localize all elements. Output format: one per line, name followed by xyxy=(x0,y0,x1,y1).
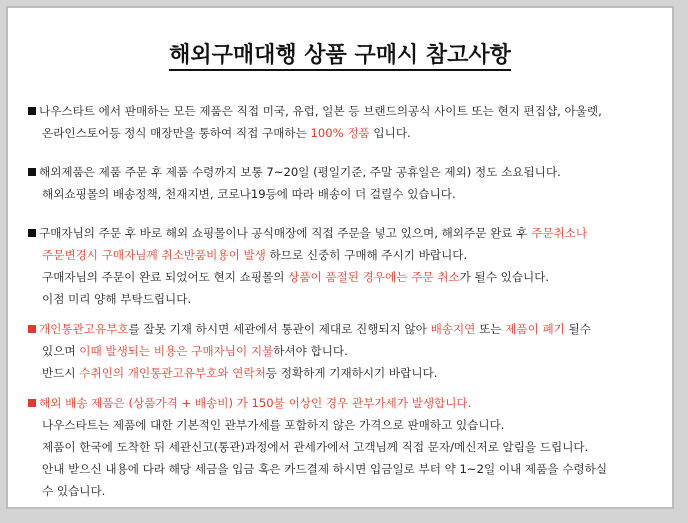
body-text: 이점 미리 양해 부탁드립니다. xyxy=(42,292,192,306)
body-text: 수 있습니다. xyxy=(42,484,106,498)
highlight-text: 해외 배송 제품은 (상품가격 + 배송비) 가 150불 이상인 경우 관부가세가 발생합니다. xyxy=(39,396,472,410)
highlight-text: 주문취소나 xyxy=(531,226,588,240)
body-text: 또는 xyxy=(475,322,506,336)
section-authenticity xyxy=(28,100,658,144)
highlight-text: 이때 발생되는 비용은 구매자님이 지불 xyxy=(79,344,274,358)
notice-line xyxy=(28,100,658,122)
body-text: 하셔야 합니다. xyxy=(273,344,348,358)
bullet-square-icon xyxy=(28,168,36,176)
body-text: 온라인스토어등 정식 매장만을 통하여 직접 구매하는 xyxy=(42,126,311,140)
body-text: 될수 xyxy=(564,322,591,336)
highlight-text: 100% 정품 xyxy=(310,126,370,140)
body-text: 해외쇼핑몰의 배송정책, 천재지변, 코로나19등에 따라 배송이 더 걸릴수 있습니다. xyxy=(42,187,456,201)
notice-line xyxy=(28,340,658,362)
notice-line xyxy=(28,480,658,502)
body-text: 하므로 신중히 구매해 주시기 바랍니다. xyxy=(265,248,468,262)
notice-line xyxy=(28,362,658,384)
notice-line xyxy=(28,244,658,266)
section-delivery-time xyxy=(28,161,658,205)
body-text: 해외제품은 제품 주문 후 제품 수령까지 보통 7~20일 (평일기준, 주말 공휴일은 제외) 정도 소요됩니다. xyxy=(39,165,561,179)
body-text: 나우스타트는 제품에 대한 기본적인 관부가세를 포함하지 않은 가격으로 판매하고 있습니다. xyxy=(42,418,505,432)
highlight-text: 제품이 폐기 xyxy=(505,322,565,336)
body-text: 있으며 xyxy=(42,344,80,358)
highlight-text: 개인통관고유부호 xyxy=(39,322,129,336)
bullet-square-icon xyxy=(28,229,36,237)
body-text: 등 정확하게 기재하시기 바랍니다. xyxy=(265,366,438,380)
notice-line xyxy=(28,436,658,458)
body-text: 안내 받으신 내용에 다라 해당 세금을 입금 혹은 카드결제 하시면 입금일로 부터 약 1~2일 이내 제품을 수령하실 xyxy=(42,462,608,476)
notice-line xyxy=(28,222,658,244)
notice-line xyxy=(28,183,658,205)
bullet-square-icon xyxy=(28,399,36,407)
highlight-text: 배송지연 xyxy=(430,322,476,336)
body-text: 반드시 xyxy=(42,366,80,380)
notice-line xyxy=(28,122,658,144)
body-text: 구매자님의 주문이 완료 되었어도 현지 쇼핑몰의 xyxy=(42,270,289,284)
notice-panel xyxy=(6,6,674,509)
body-text: 가 될수 있습니다. xyxy=(459,270,550,284)
notice-title xyxy=(8,38,672,69)
notice-line xyxy=(28,458,658,480)
title-text: 해외구매대행 상품 구매시 참고사항 xyxy=(169,43,511,71)
notice-line xyxy=(28,288,658,310)
section-customs-code xyxy=(28,318,658,384)
body-text: 제품이 한국에 도착한 뒤 세관신고(통관)과정에서 관세가에서 고객님께 직접 문자/메신저로 알림을 드립니다. xyxy=(42,440,589,454)
notice-line xyxy=(28,266,658,288)
highlight-text: 수취인의 개인통관고유부호와 연락처 xyxy=(79,366,266,380)
highlight-text: 주문변경시 구매자님께 취소반품비용이 발생 xyxy=(42,248,266,262)
body-text: 나우스타트 에서 판매하는 모든 제품은 직접 미국, 유럽, 일본 등 브랜드의공식 사이트 또는 현지 편집샵, 아울렛, xyxy=(39,104,602,118)
section-customs-duty xyxy=(28,392,658,502)
notice-line xyxy=(28,414,658,436)
bullet-square-icon xyxy=(28,107,36,115)
body-text: 를 잘못 기재 하시면 세관에서 통관이 제대로 진행되지 않아 xyxy=(128,322,431,336)
notice-line xyxy=(28,318,658,340)
notice-line xyxy=(28,161,658,183)
bullet-square-icon xyxy=(28,325,36,333)
body-text: 입니다. xyxy=(369,126,411,140)
section-cancellation xyxy=(28,222,658,310)
body-text: 구매자님의 주문 후 바로 해외 쇼핑몰이나 공식매장에 직접 주문을 넣고 있으며, 해외주문 완료 후 xyxy=(39,226,532,240)
notice-line xyxy=(28,392,658,414)
highlight-text: 상품이 품절된 경우에는 주문 취소 xyxy=(288,270,460,284)
